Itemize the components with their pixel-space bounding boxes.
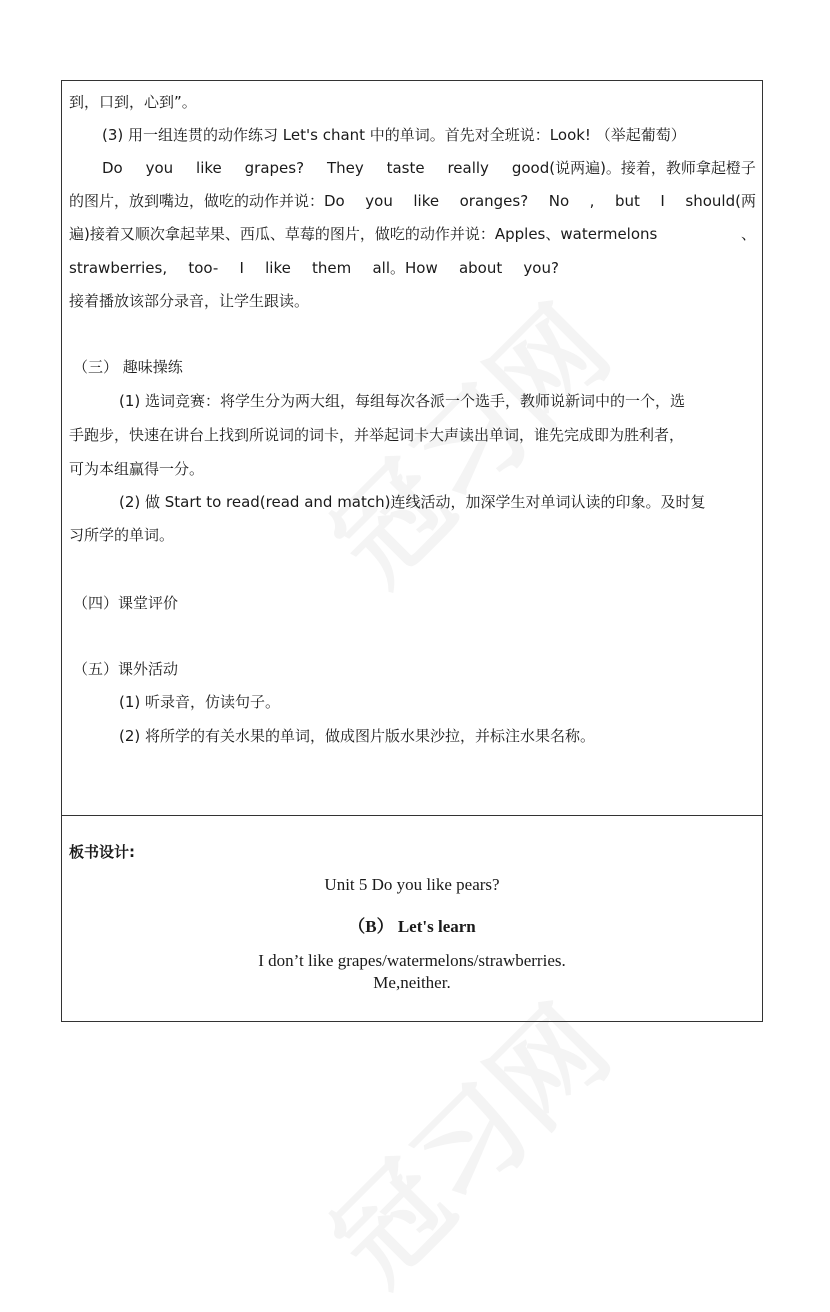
board-design-label: 板书设计: — [69, 843, 135, 861]
board-sentence-2: Me,neither. — [373, 973, 451, 992]
word: taste — [386, 159, 425, 177]
homework-item1: (1) 听录音，仿读句子。 — [119, 693, 281, 711]
homework-item2: (2) 将所学的有关水果的单词，做成图片版水果沙拉，并标注水果名称。 — [119, 727, 596, 745]
word: you — [365, 192, 393, 210]
word: , — [589, 192, 595, 210]
word: too- — [188, 259, 219, 277]
word: really — [447, 159, 489, 177]
word: should(两 — [685, 192, 756, 210]
board-title: Unit 5 Do you like pears? — [324, 875, 500, 894]
word: all。How — [372, 259, 438, 277]
practice-item2-line2: 习所学的单词。 — [69, 526, 175, 544]
word: like — [413, 192, 440, 210]
step3-line1: (3) 用一组连贯的动作练习 Let's chant 中的单词。首先对全班说：Look! （举起葡萄） — [102, 126, 686, 144]
section-heading-evaluation: （四）课堂评价 — [73, 594, 179, 612]
word: strawberries, — [69, 259, 168, 277]
word: I — [660, 192, 665, 210]
section-heading-homework: （五）课外活动 — [73, 660, 179, 678]
step3-line6: 接着播放该部分录音，让学生跟读。 — [69, 292, 310, 310]
word: 的图片，放到嘴边，做吃的动作并说：Do — [69, 192, 345, 210]
word: you? — [523, 259, 559, 277]
word: them — [312, 259, 352, 277]
practice-item1-line1: (1) 选词竞赛：将学生分为两大组，每组每次各派一个选手，教师说新词中的一个，选 — [119, 392, 686, 410]
step3-line5 — [69, 258, 559, 278]
table-divider — [61, 815, 763, 816]
word: grapes? — [244, 159, 305, 177]
practice-item1-line3: 可为本组赢得一分。 — [69, 460, 205, 478]
word: you — [145, 159, 174, 177]
word: oranges? — [459, 192, 529, 210]
word: 、 — [740, 225, 756, 243]
word: I — [239, 259, 244, 277]
word: but — [614, 192, 640, 210]
text-line-top: 到，口到，心到”。 — [69, 93, 197, 111]
board-subtitle: （B） Let's learn — [348, 917, 476, 936]
section-heading-practice: （三） 趣味操练 — [73, 358, 183, 376]
word: like — [265, 259, 291, 277]
word: Do — [102, 159, 123, 177]
step3-line3 — [69, 191, 756, 211]
board-sentence-1: I don’t like grapes/watermelons/strawberries. — [258, 951, 566, 970]
word: 遍)接着又顺次拿起苹果、西瓜、草莓的图片，做吃的动作并说：Apples、watermelons — [69, 225, 658, 243]
word: No — [548, 192, 570, 210]
word: good(说两遍)。接着，教师拿起橙子 — [511, 159, 756, 177]
word: They — [326, 159, 364, 177]
practice-item1-line2: 手跑步，快速在讲台上找到所说词的词卡，并举起词卡大声读出单词，谁先完成即为胜利者， — [69, 426, 685, 444]
step3-line4 — [69, 224, 756, 244]
practice-item2-line1: (2) 做 Start to read(read and match)连线活动，加深学生对单词认读的印象。及时复 — [119, 493, 706, 511]
step3-line2 — [102, 158, 756, 178]
word: like — [196, 159, 222, 177]
word: about — [458, 259, 503, 277]
